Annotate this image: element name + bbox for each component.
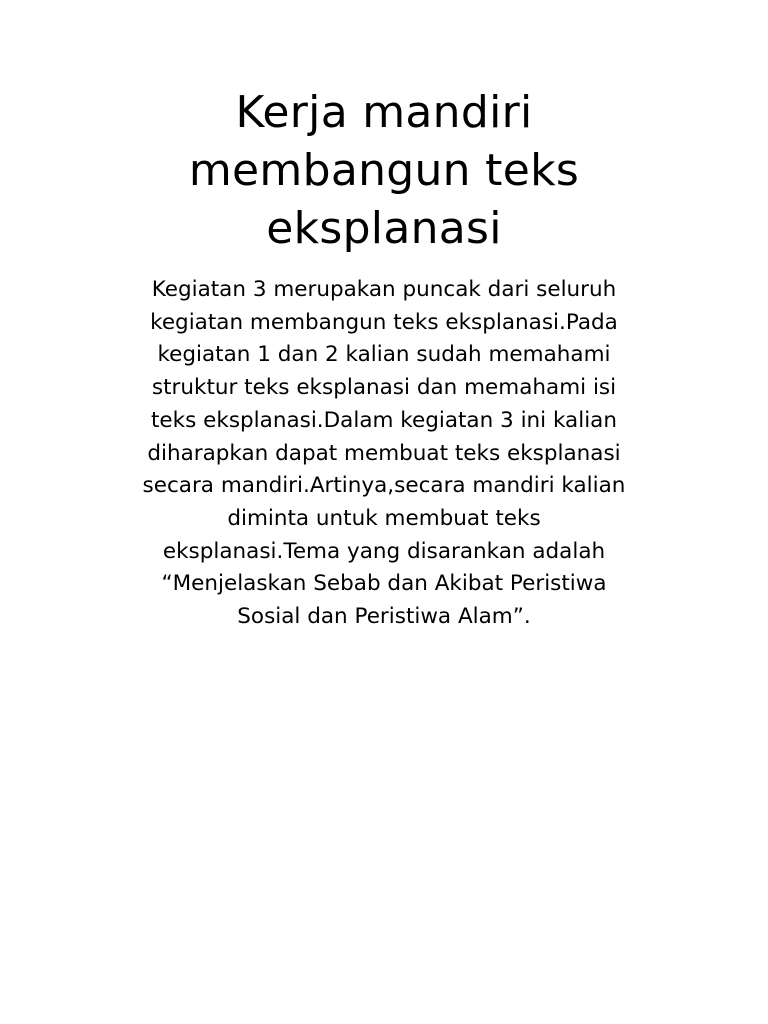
body-line: kegiatan membangun teks eksplanasi.Pada	[150, 309, 618, 335]
body-line: Kegiatan 3 merupakan puncak dari seluruh	[151, 277, 617, 302]
body-line: “Menjelaskan Sebab dan Akibat Peristiwa	[161, 571, 607, 597]
body-line: kegiatan 1 dan 2 kalian sudah memahami	[157, 342, 611, 368]
body-line: eksplanasi.Tema yang disarankan adalah	[162, 538, 606, 564]
body-line: secara mandiri.Artinya,secara mandiri kalian	[142, 473, 626, 499]
title-line: eksplanasi	[266, 203, 502, 254]
body-line: Sosial dan Peristiwa Alam”.	[237, 604, 531, 630]
title-line: membangun teks	[188, 145, 580, 196]
body-line: diminta untuk membuat teks	[227, 505, 541, 531]
body-line: struktur teks eksplanasi dan memahami isi	[151, 375, 617, 401]
body-line: teks eksplanasi.Dalam kegiatan 3 ini kalian	[151, 407, 617, 433]
page-title	[84, 84, 684, 258]
body-line: diharapkan dapat membuat teks eksplanasi	[147, 440, 621, 466]
title-line: Kerja mandiri	[235, 87, 533, 138]
body-paragraph	[84, 274, 684, 634]
